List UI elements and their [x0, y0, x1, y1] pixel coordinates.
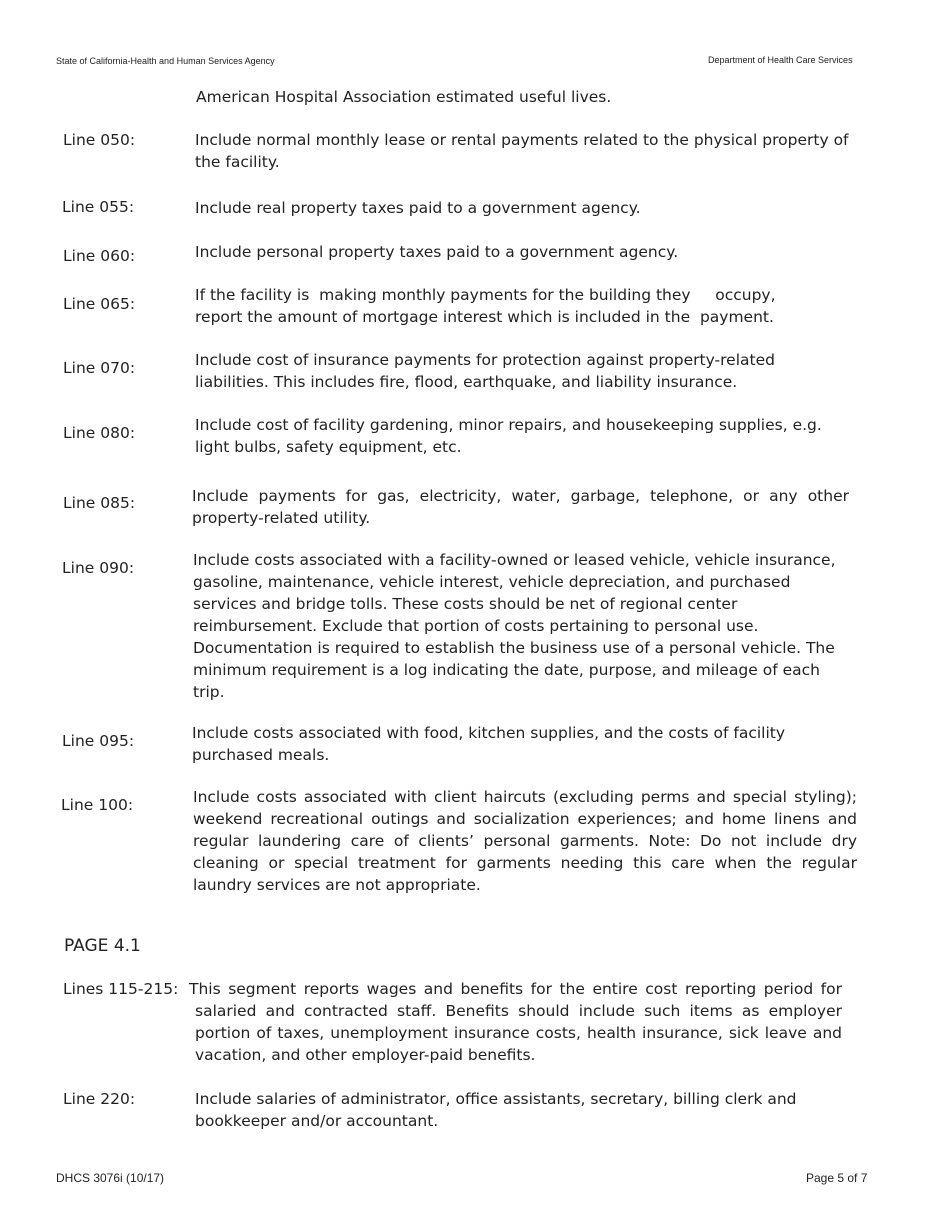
header-agency: State of California-Health and Human Services Agency — [56, 56, 275, 66]
section-heading: PAGE 4.1 — [64, 936, 141, 956]
lines-115-215-body: This segment reports wages and benefits for the entire cost reporting period for salaried and contracted staff. Benefits should include such items as employer portion of taxes, unemployment insurance costs, health insurance, sick leave and vacation, and other employer-paid benefits. — [189, 980, 842, 1064]
line-065-text: If the facility is making monthly payments for the building they occupy, report the amount of mortgage interest which is included in the payment. — [195, 286, 781, 326]
line-100-label: Line 100: — [61, 796, 134, 814]
line-100-text: Include costs associated with client haircuts (excluding perms and special styling); weekend recreational outings and socialization experiences; and home linens and regular laundering care of clients’ personal garments. Note: Do not include dry cleaning or special treatment for garments needing this care when the regular laundry services are not appropriate. — [193, 788, 857, 894]
line-080-text: Include cost of facility gardening, minor repairs, and housekeeping supplies, e.g. light bulbs, safety equipment, etc. — [195, 416, 822, 456]
line-060-label: Line 060: — [63, 247, 136, 265]
footer-page-number: Page 5 of 7 — [806, 1171, 868, 1185]
line-070-text: Include cost of insurance payments for protection against property-related liabilities. This includes fire, flood, earthquake, and liability insurance. — [195, 351, 775, 391]
line-095-label: Line 095: — [62, 732, 135, 750]
line-085-label: Line 085: — [63, 494, 136, 512]
lines-115-215-text — [189, 978, 842, 1066]
line-050-label: Line 050: — [63, 131, 136, 149]
lines-115-215-label: Lines 115-215: — [63, 980, 179, 998]
header-department: Department of Health Care Services — [708, 55, 853, 65]
line-055-text: Include real property taxes paid to a government agency. — [195, 199, 641, 217]
line-065-label: Line 065: — [63, 295, 136, 313]
continuation-text: American Hospital Association estimated useful lives. — [196, 88, 612, 106]
line-060-text: Include personal property taxes paid to a government agency. — [195, 243, 679, 261]
line-095-text: Include costs associated with food, kitchen supplies, and the costs of facility purchased meals. — [192, 724, 786, 764]
line-055-label: Line 055: — [62, 198, 135, 216]
line-070-label: Line 070: — [63, 359, 136, 377]
line-220-label: Line 220: — [63, 1090, 136, 1108]
line-085-text: Include payments for gas, electricity, water, garbage, telephone, or any other property-related utility. — [192, 487, 849, 527]
line-090-text: Include costs associated with a facility-owned or leased vehicle, vehicle insurance, gasoline, maintenance, vehicle interest, vehicle depreciation, and purchased services and bridge tolls. These costs should be net of regional center reimbursement. Exclude that portion of costs pertaining to personal use. Documentation is required to establish the business use of a personal vehicle. The minimum requirement is a log indicating the date, purpose, and mileage of each trip. — [193, 551, 836, 701]
line-080-label: Line 080: — [63, 424, 136, 442]
line-050-text: Include normal monthly lease or rental payments related to the physical property of the facility. — [195, 131, 849, 171]
line-220-text: Include salaries of administrator, office assistants, secretary, billing clerk and bookkeeper and/or accountant. — [195, 1090, 797, 1130]
footer-form-id: DHCS 3076i (10/17) — [56, 1171, 165, 1185]
line-090-label: Line 090: — [62, 559, 135, 577]
